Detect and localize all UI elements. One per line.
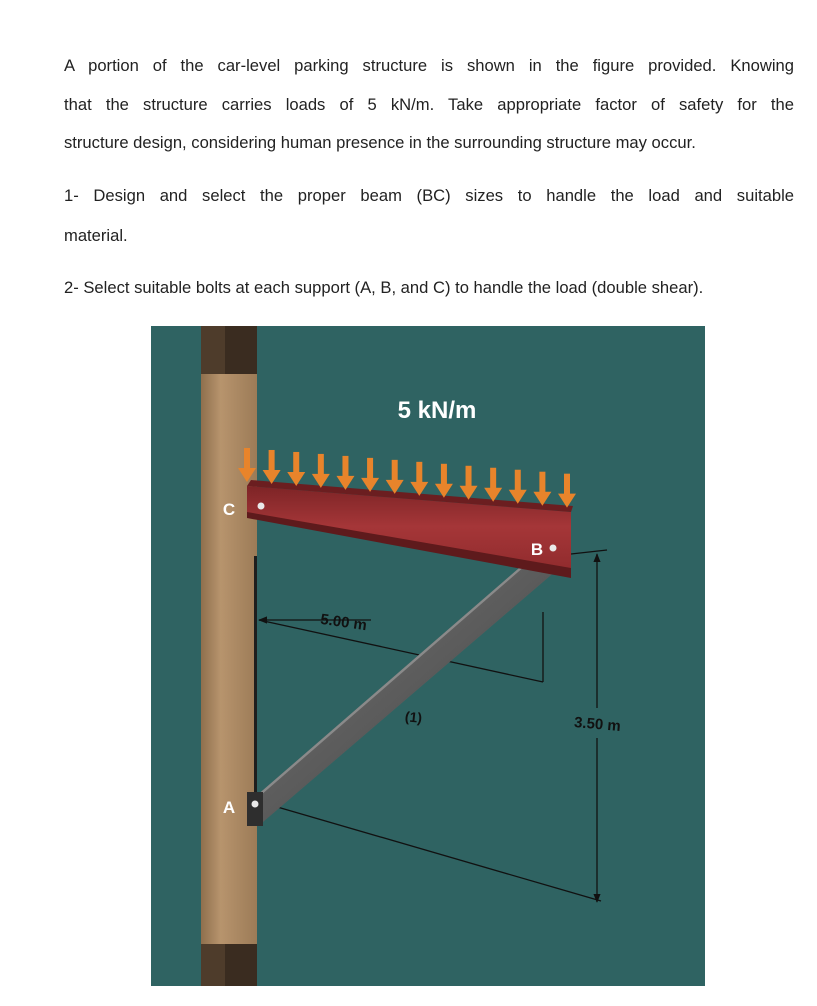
structure-figure [151,326,705,986]
horizontal-dimension-label: 5.00 m [319,610,368,635]
pin-b-icon [550,545,557,552]
problem-intro-line-2: that the structure carries loads of 5 kN/m. Take appropriate factor of safety for the [64,95,794,114]
label-a: A [222,798,236,817]
label-c: C [222,500,236,519]
member-label: (1) [404,708,423,726]
task-1-line-1: 1- Design and select the proper beam (BC) sizes to handle the load and suitable [64,186,794,205]
column [201,326,257,986]
task-2-text: 2- Select suitable bolts at each support (A, B, and C) to handle the load (double shear). [64,278,704,297]
pin-c-icon [258,503,265,510]
label-b: B [530,540,544,559]
pin-a-icon [252,801,259,808]
structure-diagram [151,326,705,986]
task-1-line-2: material. [64,226,128,245]
problem-intro-line-3: structure design, considering human presence in the surrounding structure may occur. [64,133,696,152]
vertical-dimension-label: 3.50 m [573,714,622,736]
load-label: 5 kN/m [397,397,477,424]
problem-intro-line-1: A portion of the car-level parking structure is shown in the figure provided. Knowing [64,56,794,75]
